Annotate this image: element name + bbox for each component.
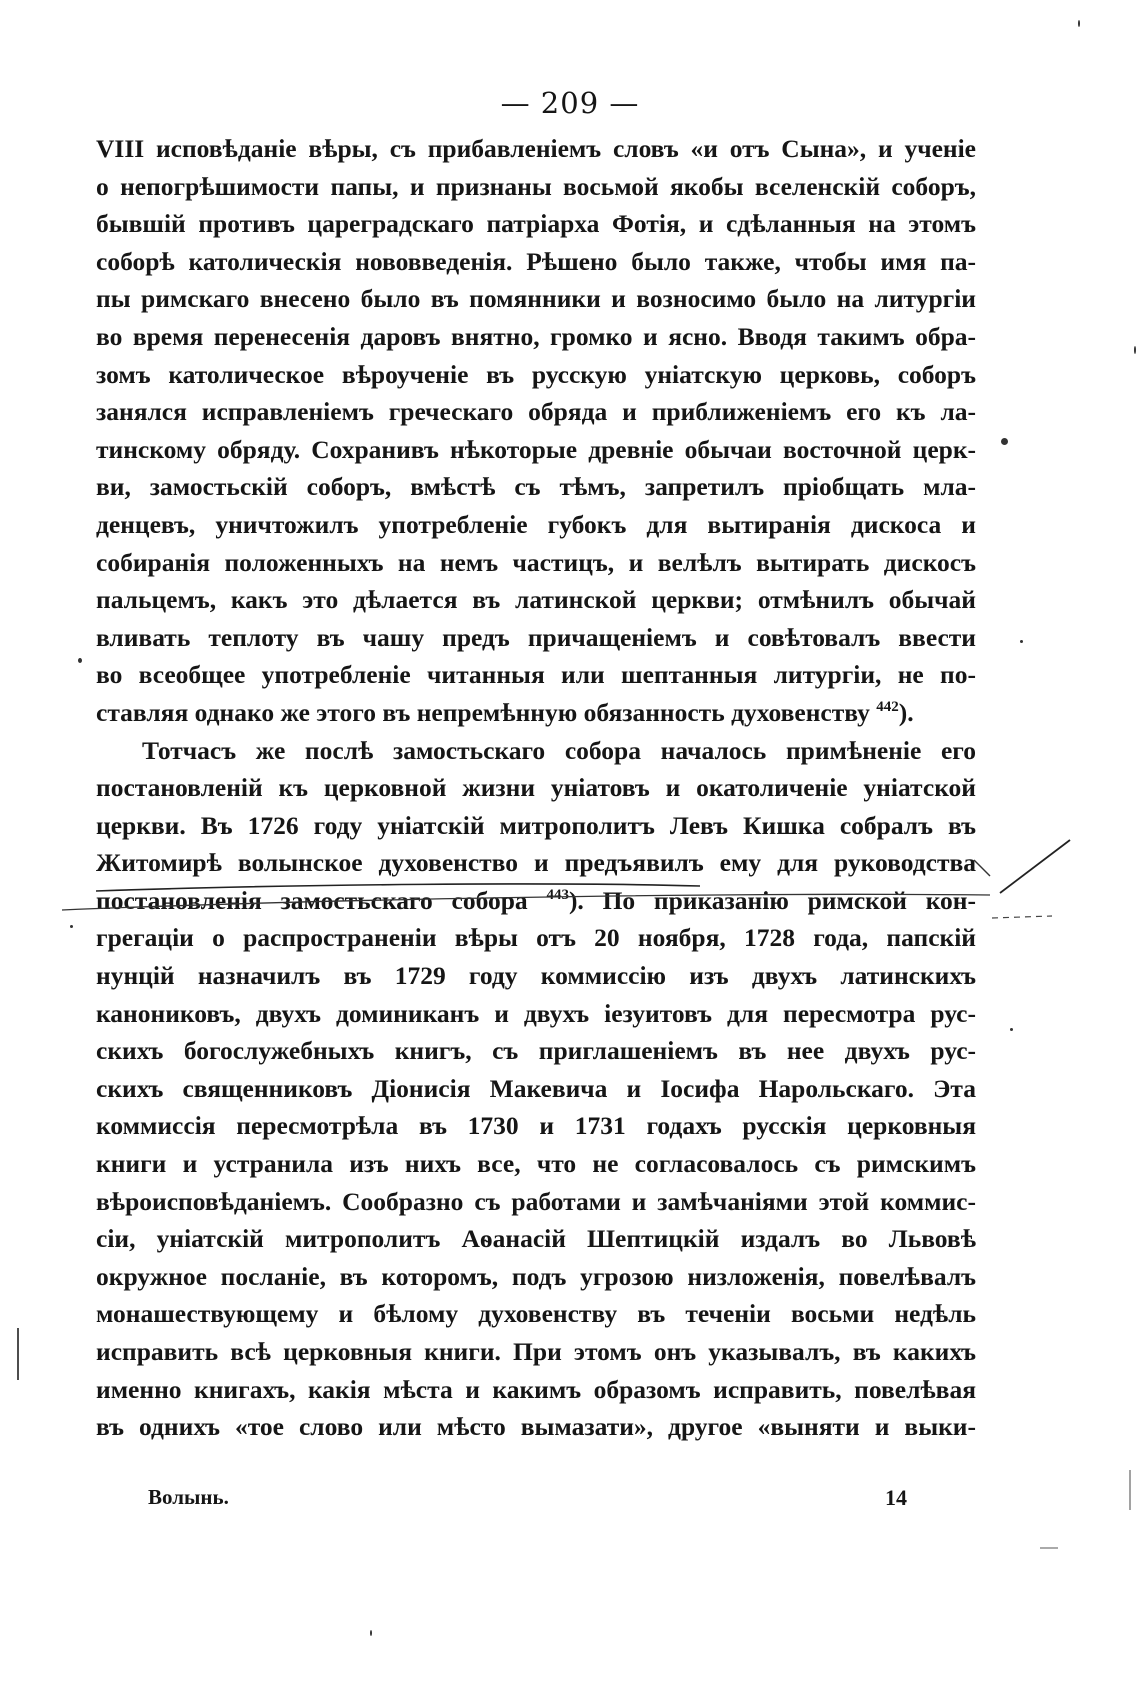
text-line: въ однихъ «тое слово или мѣсто вымазати», другое «выняти и выки- [96, 1412, 976, 1442]
footnote-ref-442[interactable]: 442 [876, 698, 899, 715]
text-fragment: постановленія замостьскаго собора [96, 885, 528, 915]
ink-speck [1001, 438, 1008, 445]
ink-speck [1134, 346, 1136, 354]
ink-speck [1010, 1028, 1013, 1031]
text-line: коммиссія пересмотрѣла въ 1730 и 1731 годахъ русскія церковныя [96, 1111, 976, 1141]
text-line: во время перенесенія даровъ внятно, громко и ясно. Вводя такимъ обра- [96, 321, 976, 351]
text-line: соборѣ католическія нововведенія. Рѣшено было также, чтобы имя па- [96, 246, 976, 276]
text-line: именно книгахъ, какія мѣста и какимъ образомъ исправить, повелѣвая [96, 1374, 976, 1404]
ink-speck [1020, 640, 1023, 643]
text-fragment: ставляя однако же этого въ непремѣнную обязанность духовенству [96, 697, 870, 727]
text-line: Житомирѣ волынское духовенство и предъявилъ ему для руководства [96, 848, 976, 878]
paragraph-2 [96, 732, 976, 1446]
text-line: зомъ католическое вѣроученіе въ русскую уніатскую церковь, соборъ [96, 359, 976, 389]
footnote-ref-443[interactable]: 443 [546, 886, 569, 903]
text-line: VIII исповѣданіе вѣры, съ прибавленіемъ словъ «и отъ Сына», и ученіе [96, 134, 976, 163]
text-line: канониковъ, двухъ доминиканъ и двухъ іезуитовъ для пересмотра рус- [96, 998, 976, 1028]
text-line: нунцій назначилъ въ 1729 году коммиссію изъ двухъ латинскихъ [96, 961, 976, 991]
text-line: вливать теплоту въ чашу предъ причащеніемъ и совѣтовалъ ввести [96, 622, 976, 652]
text-line: постановленій къ церковной жизни уніатовъ и окатоличеніе уніатской [96, 773, 976, 803]
text-line: церкви. Въ 1726 году уніатскій митрополитъ Левъ Кишка собралъ въ [96, 810, 976, 840]
text-line: тинскому обряду. Сохранивъ нѣкоторые древніе обычаи восточной церк- [96, 434, 976, 464]
ink-speck [1078, 20, 1080, 27]
text-line: во всеобщее употребленіе читанныя или шептанныя литургіи, не по- [96, 660, 976, 690]
margin-stroke-mark [974, 860, 990, 876]
ink-speck [78, 658, 82, 663]
text-line: денцевъ, уничтожилъ употребленіе губокъ для вытиранія дискоса и [96, 509, 976, 539]
page-number: — 209 — [500, 86, 640, 120]
ink-speck [70, 925, 73, 928]
text-line: пы римскаго внесено было въ помянники и возносимо было на литургіи [96, 284, 976, 314]
signature-mark: Волынь. [148, 1485, 229, 1509]
text-fragment: ). [898, 697, 914, 727]
text-line: ви, замостьскій соборъ, вмѣстѣ съ тѣмъ, запретилъ пріобщать мла- [96, 472, 976, 502]
ink-speck [370, 1630, 372, 1636]
text-line: исправить всѣ церковныя книги. При этомъ онъ указывалъ, въ какихъ [96, 1337, 976, 1366]
text-line: вѣроисповѣданіемъ. Сообразно съ работами и замѣчаніями этой коммис- [96, 1186, 976, 1216]
margin-stroke-mark [1000, 840, 1070, 893]
text-line: занялся исправленіемъ греческаго обряда и приближеніемъ его къ ла- [96, 397, 976, 427]
text-line: бывшій противъ цареградскаго патріарха Фотія, и сдѣланныя на этомъ [96, 209, 976, 239]
text-line: скихъ священниковъ Діонисія Макевича и Іосифа Нарольскаго. Эта [96, 1073, 976, 1103]
text-line: монашествующему и бѣлому духовенству въ теченіи восьми недѣль [96, 1299, 976, 1329]
sheet-number: 14 [885, 1485, 907, 1510]
text-line: о непогрѣшимости папы, и признаны восьмой якобы вселенскій соборъ, [96, 171, 976, 201]
text-line: книги и устранила изъ нихъ все, что не согласовалось съ римскимъ [96, 1149, 976, 1179]
text-line [96, 882, 976, 920]
text-fragment: ). По приказанію римской кон- [568, 885, 976, 915]
text-line: окружное посланіе, въ которомъ, подъ угрозою низложенія, повелѣвалъ [96, 1261, 976, 1291]
text-line [96, 694, 976, 732]
text-line: сіи, уніатскій митрополитъ Аѳанасій Шептицкій издалъ во Львовѣ [96, 1224, 976, 1254]
text-line: грегаціи о распространеніи вѣры отъ 20 ноября, 1728 года, папскій [96, 923, 976, 953]
text-line: пальцемъ, какъ это дѣлается въ латинской церкви; отмѣнилъ обычай [96, 585, 976, 615]
margin-stroke-mark [992, 916, 1052, 918]
body-text [96, 130, 976, 1446]
paragraph-1 [96, 130, 976, 732]
text-line: скихъ богослужебныхъ книгъ, съ приглашеніемъ въ нее двухъ рус- [96, 1036, 976, 1066]
text-line: собиранія положенныхъ на немъ частицъ, и велѣлъ вытирать дискосъ [96, 547, 976, 577]
text-line: Тотчасъ же послѣ замостьскаго собора началось примѣненіе его [142, 735, 976, 765]
